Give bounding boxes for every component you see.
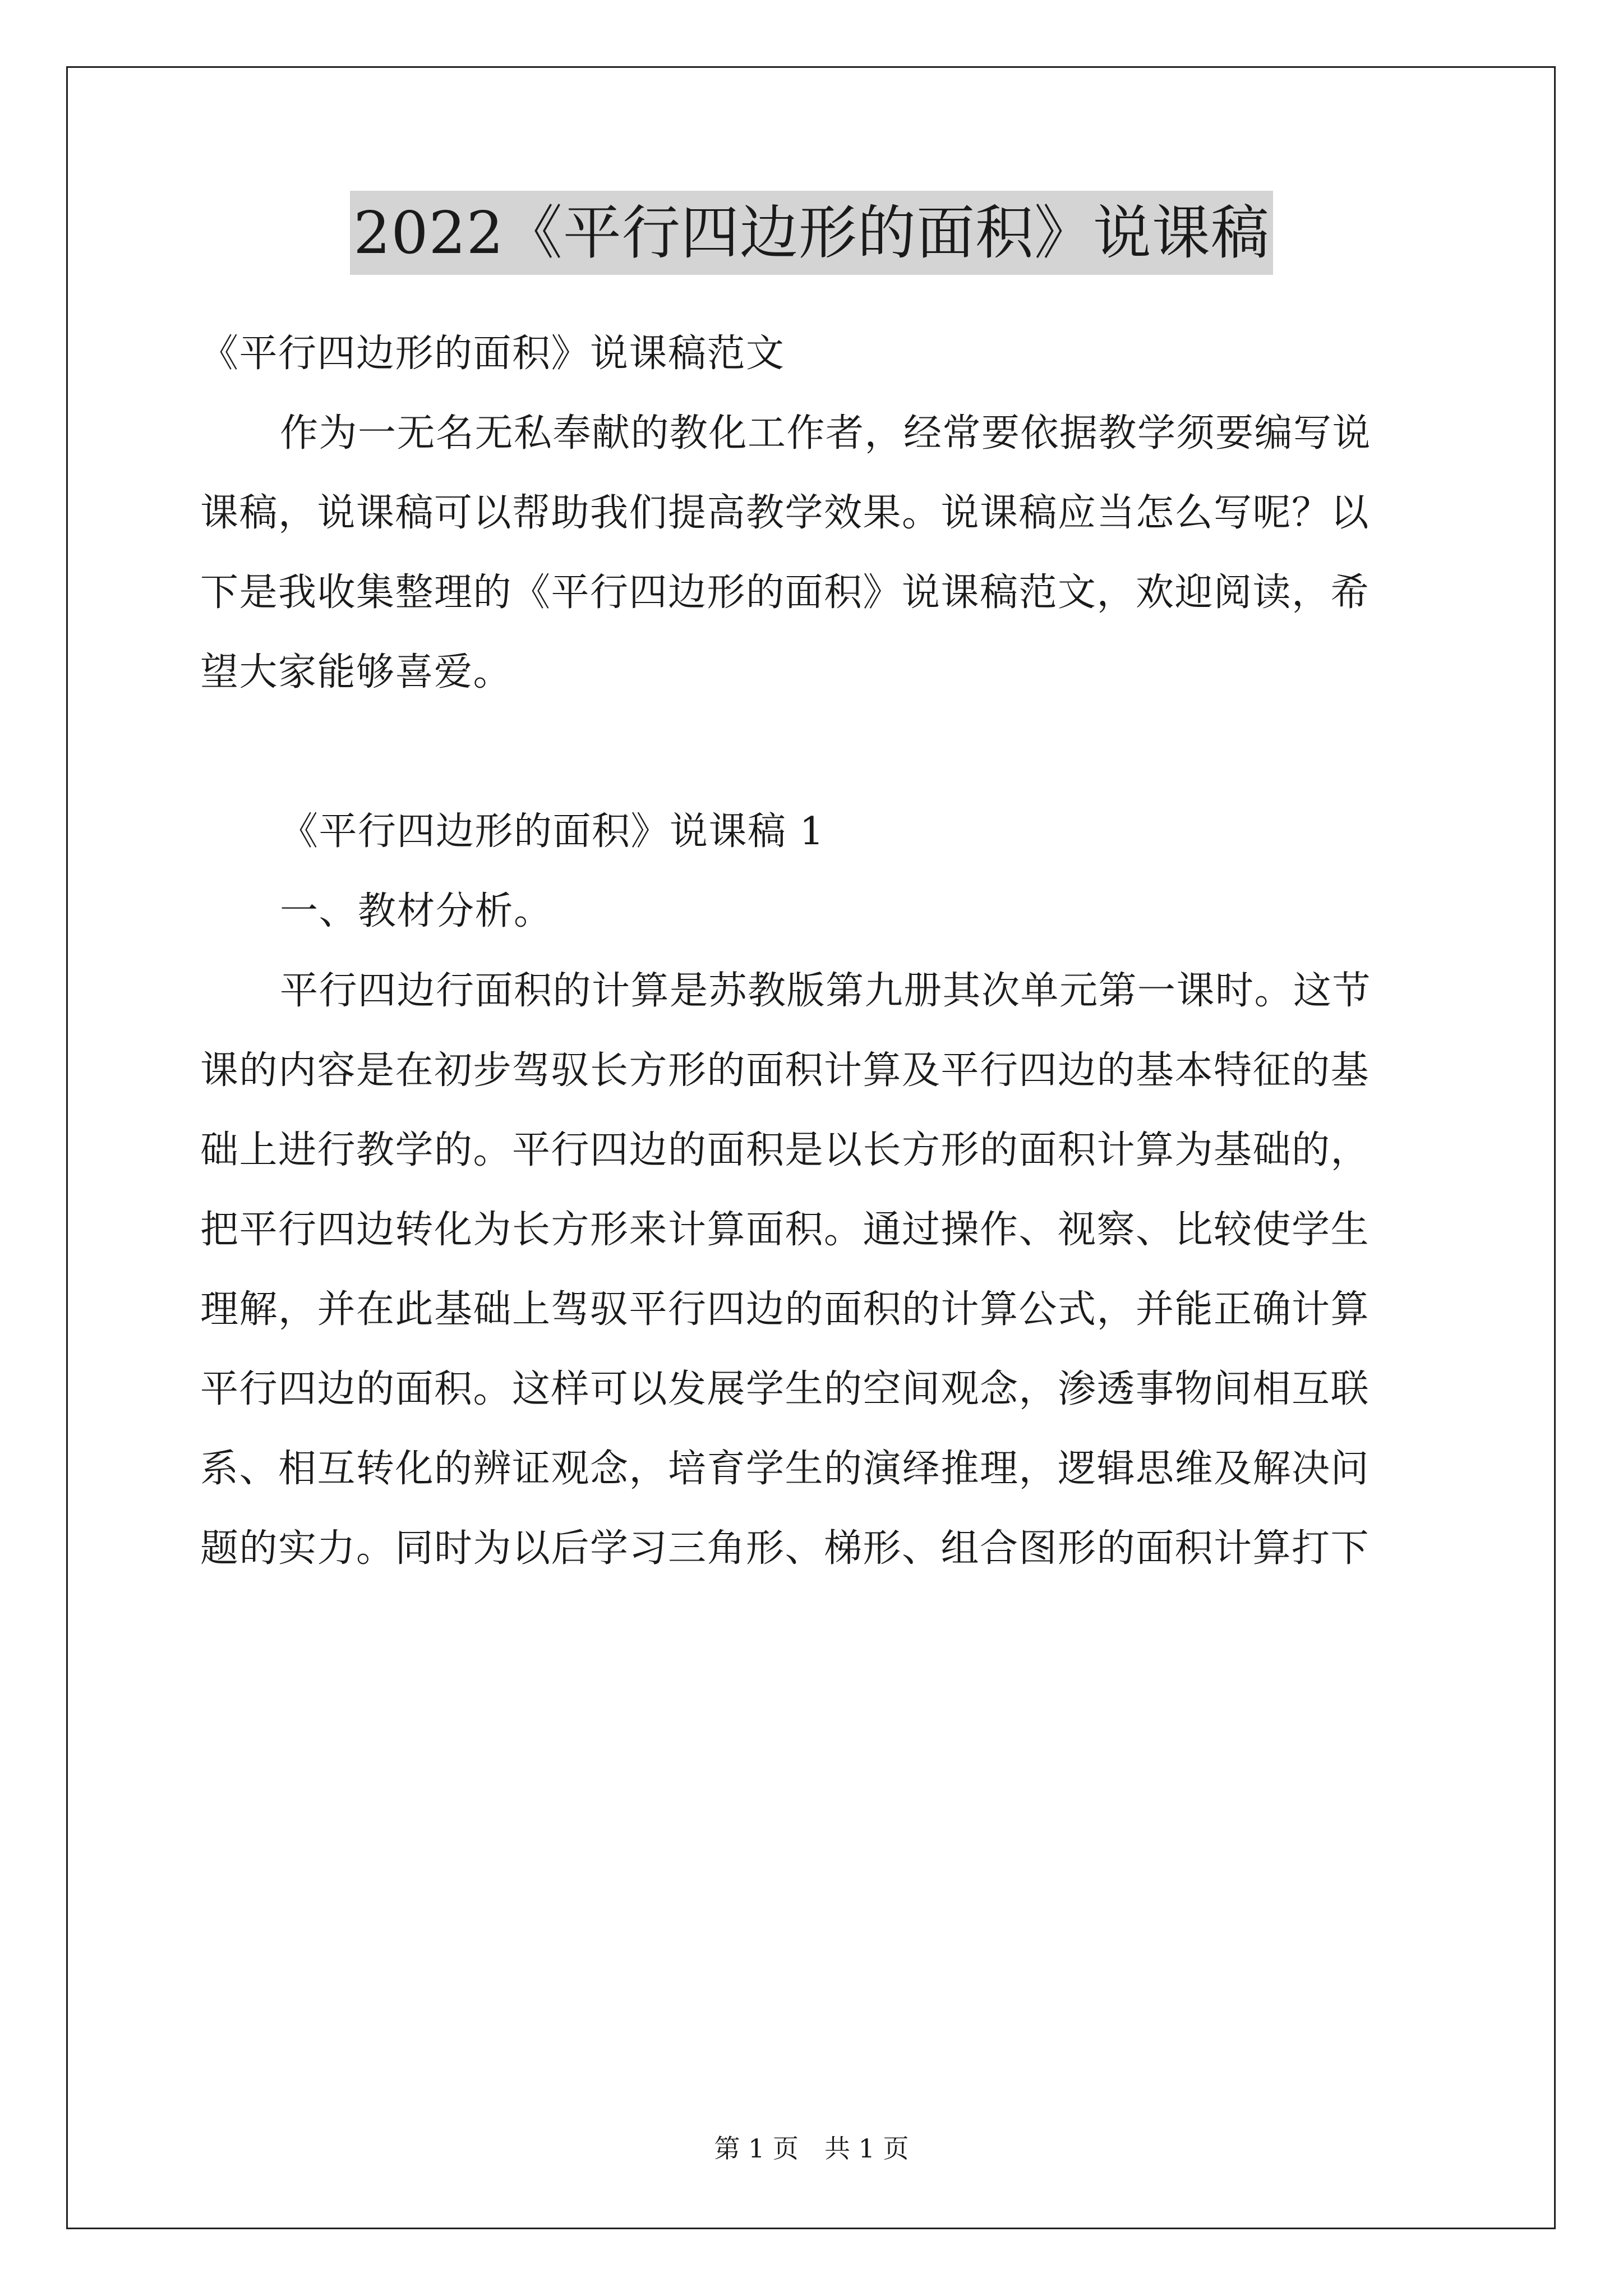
title-container (0, 191, 1623, 275)
section-heading: 《平行四边形的面积》说课稿 1 (280, 809, 825, 854)
document-title: 2022《平行四边形的面积》说课稿 (350, 191, 1273, 275)
body-line-4: 把平行四边转化为长方形来计算面积。通过操作、视察、比较使学生 (200, 1208, 1370, 1252)
body-line-3: 础上进行教学的。平行四边的面积是以长方形的面积计算为基础的， (200, 1128, 1370, 1172)
blank-spacer (200, 712, 1428, 792)
intro-line-1: 作为一无名无私奉献的教化工作者，经常要依据教学须要编写说 (280, 411, 1372, 455)
subtitle-line: 《平行四边形的面积》说课稿范文 (200, 332, 785, 376)
intro-line-3: 下是我收集整理的《平行四边形的面积》说课稿范文，欢迎阅读，希 (200, 570, 1370, 615)
body-line-7: 系、相互转化的辨证观念，培育学生的演绎推理，逻辑思维及解决问 (200, 1447, 1370, 1491)
body-line-8: 题的实力。同时为以后学习三角形、梯形、组合图形的面积计算打下 (200, 1526, 1370, 1571)
page-footer: 第 1 页 共 1 页 (714, 2133, 909, 2164)
intro-line-2: 课稿，说课稿可以帮助我们提高教学效果。说课稿应当怎么写呢？以 (200, 491, 1370, 535)
body-line-6: 平行四边的面积。这样可以发展学生的空间观念，渗透事物间相互联 (200, 1367, 1370, 1411)
subsection-heading: 一、教材分析。 (280, 889, 553, 933)
body-line-5: 理解，并在此基础上驾驭平行四边的面积的计算公式，并能正确计算 (200, 1287, 1370, 1332)
body-line-1: 平行四边行面积的计算是苏教版第九册其次单元第一课时。这节 (280, 969, 1372, 1013)
body-line-2: 课的内容是在初步驾驭长方形的面积计算及平行四边的基本特征的基 (200, 1048, 1370, 1093)
document-body (200, 314, 1428, 1589)
intro-line-4: 望大家能够喜爱。 (200, 650, 513, 694)
